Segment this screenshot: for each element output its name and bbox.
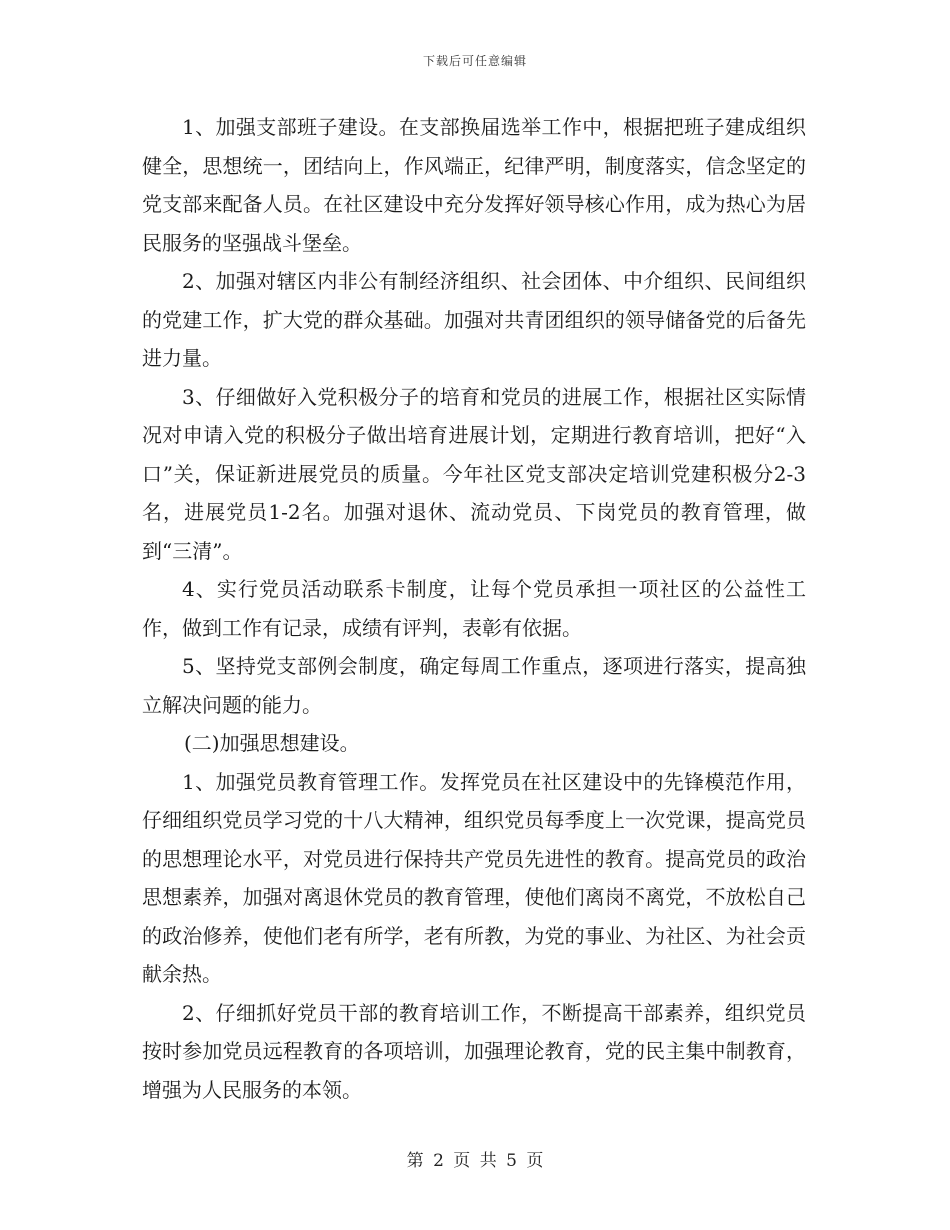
paragraph-branch-team-building: 1、加强支部班子建设。在支部换届选举工作中，根据把班子建成组织健全，思想统一，团结向上，作风端正，纪律严明，制度落实，信念坚定的党支部来配备人员。在社区建设中充分发挥好领导核心作用，成为热心为居民服务的坚强战斗堡垒。 [142,115,806,255]
paragraph-contact-card-system: 4、实行党员活动联系卡制度，让每个党员承担一项社区的公益性工作，做到工作有记录，成绩有评判，表彰有依据。 [142,577,806,640]
page-header: 下载后可任意编辑 [422,54,527,68]
paragraph-regular-meeting-system: 5、坚持党支部例会制度，确定每周工作重点，逐项进行落实，提高独立解决问题的能力。 [142,654,806,717]
paragraph-cadre-training: 2、仔细抓好党员干部的教育培训工作，不断提高干部素养，组织党员按时参加党员远程教育的各项培训，加强理论教育，党的民主集中制教育，增强为人民服务的本领。 [142,1000,806,1102]
paragraph-member-education: 1、加强党员教育管理工作。发挥党员在社区建设中的先锋模范作用，仔细组织党员学习党的十八大精神，组织党员每季度上一次党课，提高党员的思想理论水平，对党员进行保持共产党员先进性的教育。提高党员的政治思想素养，加强对离退休党员的教育管理，使他们离岗不离党，不放松自己的政治修养，使他们老有所学，老有所教，为党的事业、为社区、为社会贡献余热。 [142,769,806,986]
page-number-footer: 第 2 页 共 5 页 [406,1151,544,1171]
paragraph-non-public-party-building: 2、加强对辖区内非公有制经济组织、社会团体、中介组织、民间组织的党建工作，扩大党的群众基础。加强对共青团组织的领导储备党的后备先进力量。 [142,269,806,370]
paragraph-activist-cultivation: 3、仔细做好入党积极分子的培育和党员的进展工作，根据社区实际情况对申请入党的积极分子做出培育进展计划，定期进行教育培训，把好“入口”关，保证新进展党员的质量。今年社区党支部决定培训党建积极分2-3名，进展党员1-2名。加强对退休、流动党员、下岗党员的教育管理，做到“三清”。 [142,384,806,563]
section-heading-ideological-building: (二)加强思想建设。 [184,731,360,755]
document-body [142,108,806,1109]
